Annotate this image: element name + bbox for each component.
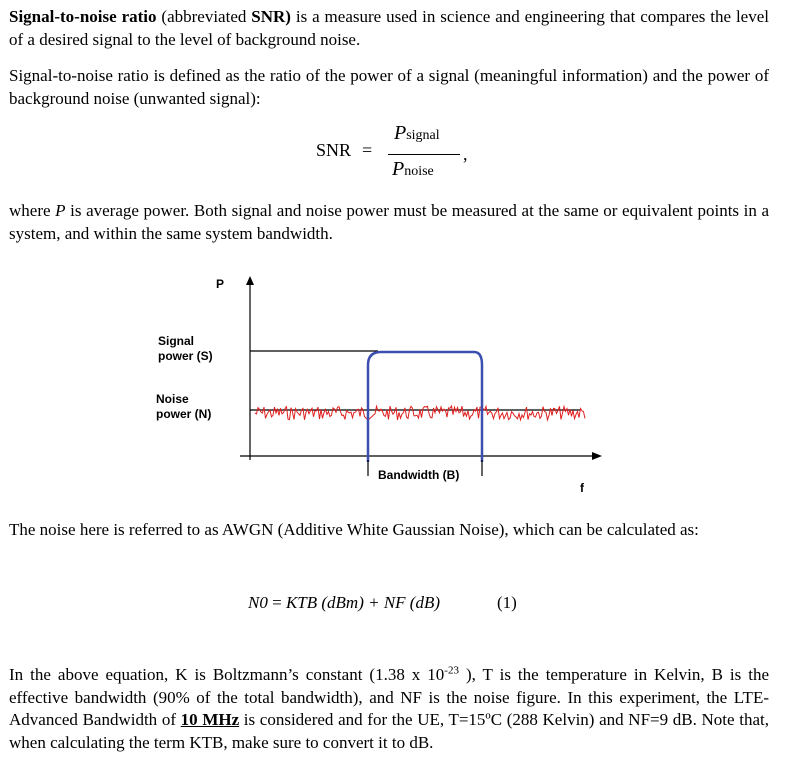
y-axis-arrow	[246, 276, 254, 285]
y-axis-label: P	[216, 277, 225, 291]
intro-mid: (abbreviated	[156, 7, 252, 26]
snr-formula	[310, 122, 510, 184]
noise-label-line2: power (N)	[156, 407, 212, 421]
noise-formula-rhs: KTB (dBm) + NF (dB)	[285, 593, 440, 612]
fraction-denominator: Pnoise	[392, 158, 434, 180]
signal-label-line1: Signal	[158, 334, 195, 348]
x-axis-arrow	[592, 452, 602, 460]
snr-diagram	[140, 270, 610, 500]
awgn-paragraph: The noise here is referred to as AWGN (Additive White Gaussian Noise), which can be calculated as:	[9, 520, 699, 539]
noise-trace	[255, 406, 585, 420]
noise-formula-equals: =	[267, 593, 286, 612]
snr-formula-equals: =	[362, 140, 373, 160]
snr-abbr: SNR)	[251, 7, 291, 26]
noise-formula-lhs: N0	[248, 593, 268, 612]
signal-label-line2: power (S)	[158, 349, 213, 363]
bandwidth-value: 10 MHz	[180, 710, 240, 729]
power-variable: P	[55, 201, 66, 220]
equation-number: (1)	[497, 593, 517, 612]
formula-comma: ,	[463, 144, 468, 164]
where-paragraph: where P is average power. Both signal and noise power must be measured at the same or equivalent points in a system, and within the same system bandwidth.	[9, 201, 769, 243]
bandwidth-label: Bandwidth (B)	[378, 468, 460, 482]
intro-rest: is a measure used in science and engineering that compares the level of a desired signal to the level of background noise.	[9, 7, 769, 49]
intro-paragraph	[9, 6, 769, 51]
explanation-paragraph: In the above equation, K is Boltzmann’s constant (1.38 x $10^{-23}$ ), T is the temperature in Kelvin, B is the effective bandwidth (90% of the total bandwidth), and NF is the noise figure. In this experiment, the LTE-Advanced Bandwidth of 10 MHz is considered and for the UE, T=15ºC (288 Kelvin) and NF=9 dB. Note that, when calculating the term KTB, make sure to convert it to dB.	[9, 664, 769, 752]
definition-paragraph: Signal-to-noise ratio is defined as the ratio of the power of a signal (meaningful information) and the power of background noise (unwanted signal):	[9, 66, 769, 108]
snr-term: Signal-to-noise ratio	[9, 7, 157, 26]
noise-formula	[248, 593, 440, 613]
noise-label-line1: Noise	[156, 392, 189, 406]
snr-formula-lhs: SNR	[316, 140, 352, 160]
fraction-bar	[388, 154, 460, 155]
fraction-numerator: Psignal	[394, 122, 440, 144]
x-axis-label: f	[580, 481, 584, 495]
exponent: -23	[444, 664, 459, 677]
